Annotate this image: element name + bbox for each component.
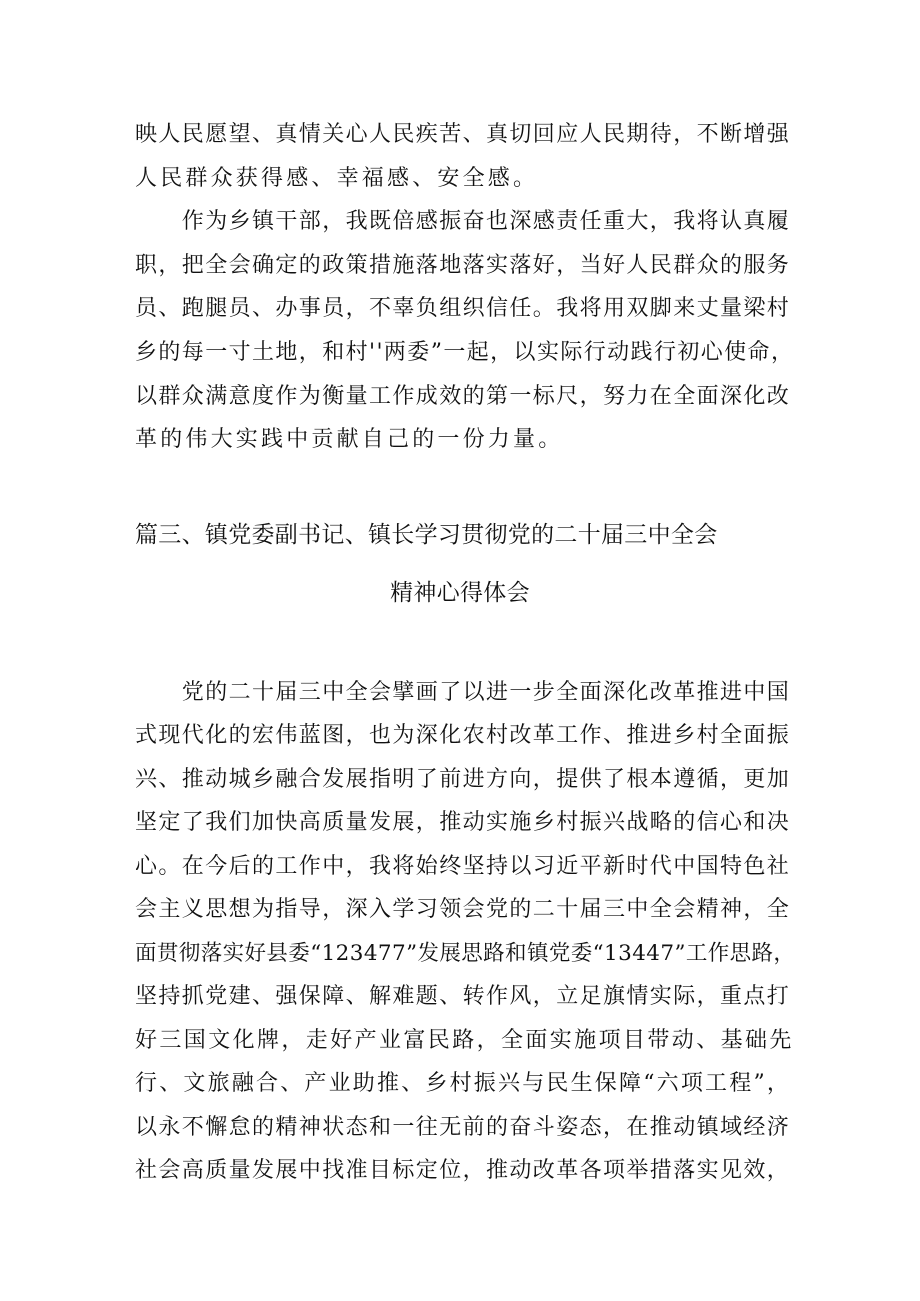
paragraph-1-line-1: 映人民愿望、真情关心人民疾苦、真切回应人民期待，不断增强 — [135, 122, 791, 147]
paragraph-3-line-11: 以永不懈怠的精神状态和一往无前的奋斗姿态，在推动镇域经济 — [135, 1115, 791, 1140]
paragraph-3-line-5: 心。在今后的工作中，我将始终坚持以习近平新时代中国特色社 — [135, 854, 791, 879]
paragraph-2-line-3: 员、跑腿员、办事员，不辜负组织信任。我将用双脚来丈量梁村 — [135, 296, 791, 321]
paragraph-2-line-5: 以群众满意度作为衡量工作成效的第一标尺，努力在全面深化改 — [135, 384, 791, 409]
paragraph-2-line-6: 革的伟大实践中贡献自己的一份力量。 — [135, 427, 564, 452]
paragraph-3-line-12: 社会高质量发展中找准目标定位，推动改革各项举措落实见效， — [135, 1158, 791, 1183]
paragraph-3-line-6: 会主义思想为指导，深入学习领会党的二十届三中全会精神，全 — [135, 897, 791, 922]
paragraph-3-line-1: 党的二十届三中全会擘画了以进一步全面深化改革推进中国 — [135, 680, 791, 705]
paragraph-2-line-2: 职，把全会确定的政策措施落地落实落好，当好人民群众的服务 — [135, 253, 791, 278]
paragraph-3-line-8: 坚持抓党建、强保障、解难题、转作风，立足旗情实际，重点打 — [135, 984, 791, 1009]
section-heading-line-1: 篇三、镇党委副书记、镇长学习贯彻党的二十届三中全会 — [135, 522, 718, 548]
paragraph-3-line-2: 式现代化的宏伟蓝图，也为深化农村改革工作、推进乡村全面振 — [135, 723, 791, 748]
paragraph-3-line-7: 面贯彻落实好县委“123477”发展思路和镇党委“13447”工作思路， — [135, 941, 796, 966]
paragraph-2-line-4: 乡的每一寸土地，和村''两委”一起，以实际行动践行初心使命， — [135, 340, 795, 365]
paragraph-3-line-3: 兴、推动城乡融合发展指明了前进方向，提供了根本遵循，更加 — [135, 767, 791, 792]
paragraph-3-line-9: 好三国文化牌，走好产业富民路，全面实施项目带动、基础先 — [135, 1028, 794, 1053]
paragraph-3-line-10: 行、文旅融合、产业助推、乡村振兴与民生保障“六项工程”， — [135, 1071, 792, 1096]
paragraph-1-line-2: 人民群众获得感、幸福感、安全感。 — [135, 166, 539, 191]
paragraph-3-line-4: 坚定了我们加快高质量发展，推动实施乡村振兴战略的信心和决 — [135, 810, 791, 835]
paragraph-2-line-1: 作为乡镇干部，我既倍感振奋也深感责任重大，我将认真履 — [135, 209, 791, 234]
section-heading-line-2: 精神心得体会 — [390, 580, 530, 606]
